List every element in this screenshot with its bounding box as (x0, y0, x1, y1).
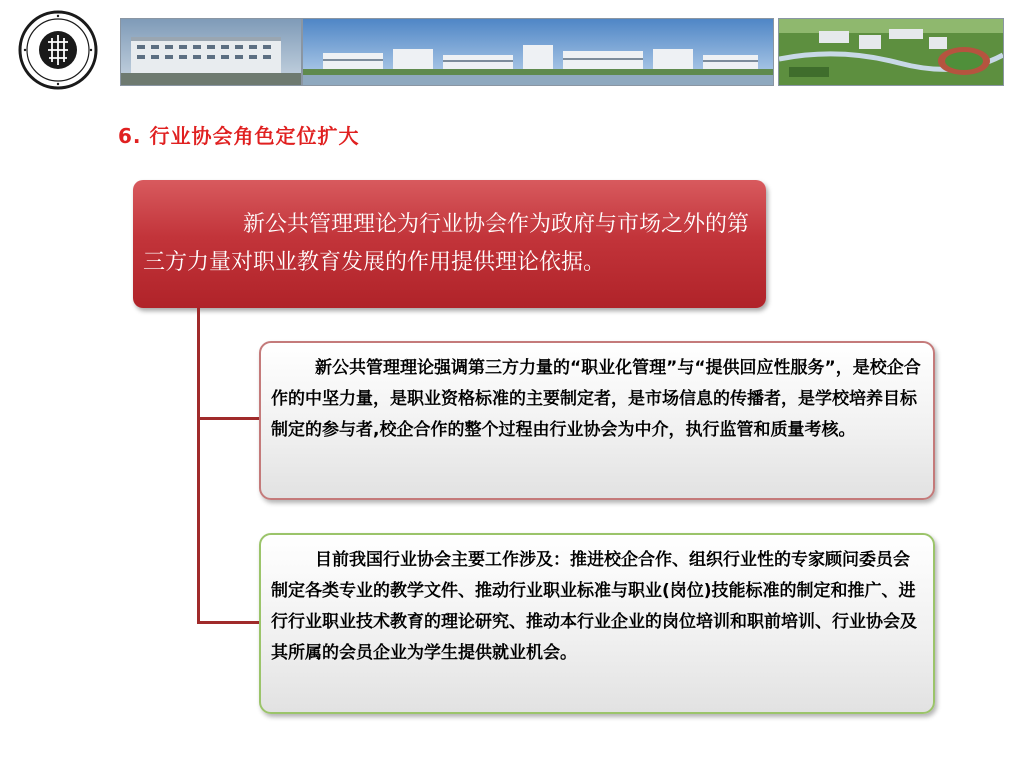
tree-connector-vertical (197, 308, 200, 624)
tree-connector-branch-1 (197, 417, 259, 420)
campus-building-photo (120, 18, 302, 86)
university-seal-icon (18, 10, 98, 90)
theory-basis-box (133, 180, 766, 308)
tree-connector-branch-2 (197, 621, 259, 624)
third-party-role-box (259, 341, 935, 500)
campus-panorama-photo (302, 18, 774, 86)
association-work-text: 目前我国行业协会主要工作涉及：推进校企合作、组织行业性的专家顾问委员会制定各类专业的教学文件、推动行业职业标准与职业(岗位)技能标准的制定和推广、进行行业职业技术教育的理论研究、推动本行业企业的岗位培训和职前培训、行业协会及其所属的会员企业为学生提供就业机会。 (271, 550, 917, 663)
theory-basis-text: 新公共管理理论为行业协会作为政府与市场之外的第三方力量对职业教育发展的作用提供理论依据。 (143, 212, 750, 275)
campus-aerial-photo (778, 18, 1004, 86)
association-work-box (259, 533, 935, 714)
page-title: 6. 行业协会角色定位扩大 (118, 124, 360, 148)
third-party-role-text: 新公共管理理论强调第三方力量的“职业化管理”与“提供回应性服务”，是校企合作的中坚力量，是职业资格标准的主要制定者，是市场信息的传播者，是学校培养目标制定的参与者,校企合作的整个过程由行业协会为中介，执行监管和质量考核。 (271, 358, 921, 440)
